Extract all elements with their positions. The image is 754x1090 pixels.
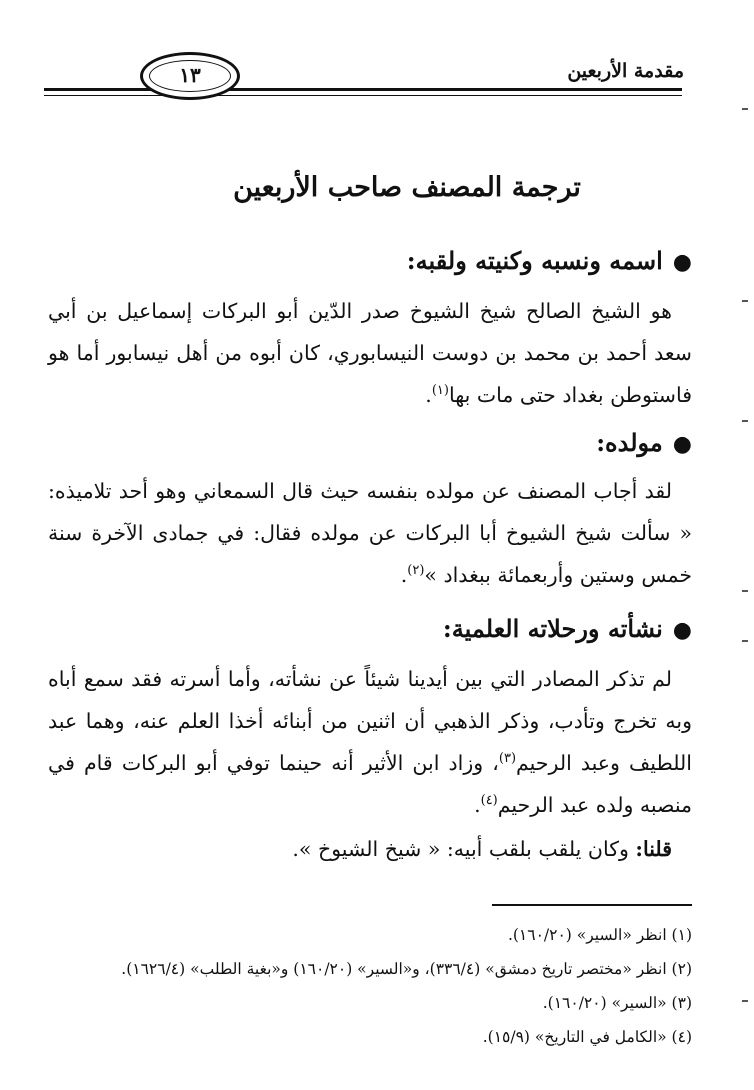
closing-label: قلنا: xyxy=(635,837,672,861)
footnote-1: (١) انظر «السير» (١٦٠/٢٠). xyxy=(507,926,692,944)
bullet-icon: ● xyxy=(672,249,692,275)
footnote-ref[interactable]: (٤) xyxy=(480,793,498,809)
paragraph-birth: لقد أجاب المصنف عن مولده بنفسه حيث قال السمعاني وهو أحد تلاميذه: « سألت شيخ الشيوخ أبا البركات عن مولده فقال: في جمادى الآخرة سنة خمس وستين وأربعمائة ببغداد »$^{(٢)}$. xyxy=(48,479,692,587)
page-number-badge xyxy=(140,52,240,100)
chapter-title: ترجمة المصنف صاحب الأربعين xyxy=(233,172,581,203)
section-heading-text: مولده: xyxy=(596,428,663,457)
footnotes xyxy=(60,918,692,1054)
paragraph-name: هو الشيخ الصالح شيخ الشيوخ صدر الدّين أبو البركات إسماعيل بن أبي سعد أحمد بن محمد بن دوست النيسابوري، كان أبوه من أهل نيسابور أما هو فاستوطن بغداد حتى مات بها$^{(١)}$. xyxy=(48,299,692,407)
section-heading-name xyxy=(407,246,692,275)
scan-edge-mark xyxy=(742,420,748,422)
bullet-icon: ● xyxy=(672,431,692,457)
footnote-rule xyxy=(492,904,692,906)
section-heading-text: اسمه ونسبه وكنيته ولقبه: xyxy=(406,246,663,275)
footnote-ref[interactable]: (١) xyxy=(431,383,449,399)
footnote-4: (٤) «الكامل في التاريخ» (١٥/٩). xyxy=(482,1028,692,1046)
scan-edge-mark xyxy=(742,590,748,592)
paragraph-text: لقد أجاب المصنف عن مولده بنفسه حيث قال السمعاني وهو أحد تلاميذه: « سألت شيخ الشيوخ أبا البركات عن مولده فقال: في جمادى الآخرة سنة خمس وستين وأربعمائة ببغداد » xyxy=(48,479,692,587)
paragraph-text: ، وزاد ابن الأثير أنه حينما توفي أبو البركات قام في منصبه ولده عبد الرحيم xyxy=(48,751,692,817)
header-rule xyxy=(44,88,682,91)
scan-edge-mark xyxy=(742,300,748,302)
section-heading-birth xyxy=(596,428,692,457)
footnote-3: (٣) «السير» (١٦٠/٢٠). xyxy=(542,994,692,1012)
closing-text: وكان يلقب بلقب أبيه: « شيخ الشيوخ ». xyxy=(292,837,629,861)
bullet-icon: ● xyxy=(672,617,692,643)
scan-edge-mark xyxy=(742,640,748,642)
section-heading-text: نشأته ورحلاته العلمية: xyxy=(442,614,663,643)
paragraph-text: هو الشيخ الصالح شيخ الشيوخ صدر الدّين أبو البركات إسماعيل بن أبي سعد أحمد بن محمد بن دوست النيسابوري، كان أبوه من أهل نيسابور أما هو فاستوطن بغداد حتى مات بها xyxy=(48,299,692,407)
page-number: ١٣ xyxy=(179,63,201,87)
section-heading-upbringing xyxy=(443,614,692,643)
scan-edge-mark xyxy=(742,108,748,110)
footnote-2: (٢) انظر «مختصر تاريخ دمشق» (٣٣٦/٤)، و«السير» (١٦٠/٢٠) و«بغية الطلب» (١٦٢٦/٤). xyxy=(121,960,692,978)
paragraph-text: لم تذكر المصادر التي بين أيدينا شيئاً عن نشأته، وأما أسرته فقد سمع أباه وبه تخرج وتأدب، وذكر الذهبي أن اثنين من أبنائه أخذا العلم عنه، وهما عبد اللطيف وعبد الرحيم xyxy=(48,667,692,775)
closing-line xyxy=(48,828,692,870)
header-rule-thin xyxy=(44,95,682,96)
scan-edge-mark xyxy=(742,1000,748,1002)
footnote-ref[interactable]: (٣) xyxy=(498,751,517,767)
footnote-ref[interactable]: (٢) xyxy=(407,563,425,579)
running-header-title: مقدمة الأربعين xyxy=(567,60,684,82)
paragraph-upbringing: لم تذكر المصادر التي بين أيدينا شيئاً عن نشأته، وأما أسرته فقد سمع أباه وبه تخرج وتأدب، وذكر الذهبي أن اثنين من أبنائه أخذا العلم عنه، وهما عبد اللطيف وعبد الرحيم$^{(٣)}$، وزاد ابن الأثير أنه حينما توفي أبو البركات قام في منصبه ولده عبد الرحيم$^{(٤)}$. xyxy=(48,667,692,817)
